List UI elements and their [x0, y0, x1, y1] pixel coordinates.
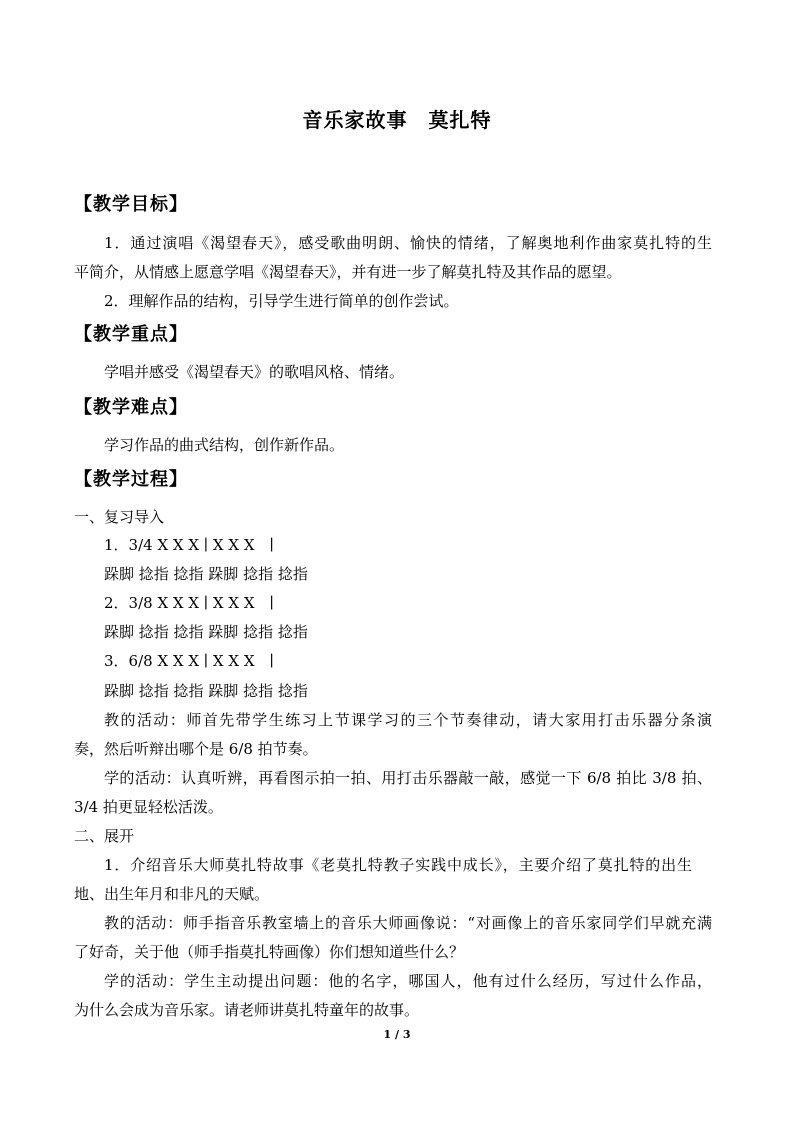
rhythm-3: 3．6/8 X X X ∣ X X X ∣: [104, 652, 274, 670]
page-number: 1 / 3: [383, 1028, 411, 1041]
difficulties-text: 学习作品的曲式结构，创作新作品。: [104, 436, 345, 454]
objective-1-line-2: 平简介，从情感上愿意学唱《渴望春天》，并有进一步了解莫扎特及其作品的愿望。: [74, 263, 622, 281]
rhythm-2: 2．3/8 X X X ∣ X X X ∣: [104, 594, 274, 612]
actions-2: 跺脚 捻指 捻指 跺脚 捻指 捻指: [104, 623, 308, 641]
heading-teaching-difficulties: 【教学难点】: [74, 397, 188, 418]
key-points-text: 学唱并感受《渴望春天》的歌唱风格、情绪。: [104, 363, 405, 381]
expand-1-line-2: 地、出生年月和非凡的天赋。: [74, 885, 270, 903]
section-2-heading: 二、展开: [74, 827, 135, 845]
student-activity-1-line-1: 学的活动：认真听辨，再看图示拍一拍、用打击乐器敲一敲，感觉一下 6/8 拍比 3/8 拍、: [104, 769, 712, 787]
objective-2: 2．理解作品的结构，引导学生进行简单的创作尝试。: [104, 292, 459, 310]
teacher-activity-2-line-1: 教的活动：师手指音乐教室墙上的音乐大师画像说：“对画像上的音乐家同学们早就充满: [104, 914, 712, 932]
teacher-activity-1-line-1: 教的活动：师首先带学生练习上节课学习的三个节奏律动，请大家用打击乐器分条演: [104, 711, 712, 729]
heading-teaching-objectives: 【教学目标】: [74, 194, 188, 215]
heading-teaching-key-points: 【教学重点】: [74, 324, 188, 345]
expand-1-line-1: 1．介绍音乐大师莫扎特故事《老莫扎特教子实践中成长》，主要介绍了莫扎特的出生: [104, 856, 692, 874]
heading-teaching-process: 【教学过程】: [74, 469, 188, 490]
student-activity-2-line-2: 为什么会成为音乐家。请老师讲莫扎特童年的故事。: [74, 1001, 420, 1019]
objective-1-line-1: 1．通过演唱《渴望春天》，感受歌曲明朗、愉快的情绪，了解奥地利作曲家莫扎特的生: [104, 234, 712, 252]
actions-3: 跺脚 捻指 捻指 跺脚 捻指 捻指: [104, 682, 308, 700]
teacher-activity-1-line-2: 奏，然后听辩出哪个是 6/8 拍节奏。: [74, 740, 318, 758]
student-activity-1-line-2: 3/4 拍更显轻松活泼。: [74, 798, 223, 816]
rhythm-1: 1．3/4 X X X ∣ X X X ∣: [104, 536, 274, 554]
teacher-activity-2-line-2: 了好奇，关于他（师手指莫扎特画像）你们想知道些什么？: [74, 943, 465, 961]
student-activity-2-line-1: 学的活动：学生主动提出问题：他的名字，哪国人，他有过什么经历，写过什么作品，: [104, 972, 712, 990]
section-1-heading: 一、复习导入: [74, 508, 165, 526]
actions-1: 跺脚 捻指 捻指 跺脚 捻指 捻指: [104, 565, 308, 583]
document-title: 音乐家故事 莫扎特: [302, 108, 492, 132]
